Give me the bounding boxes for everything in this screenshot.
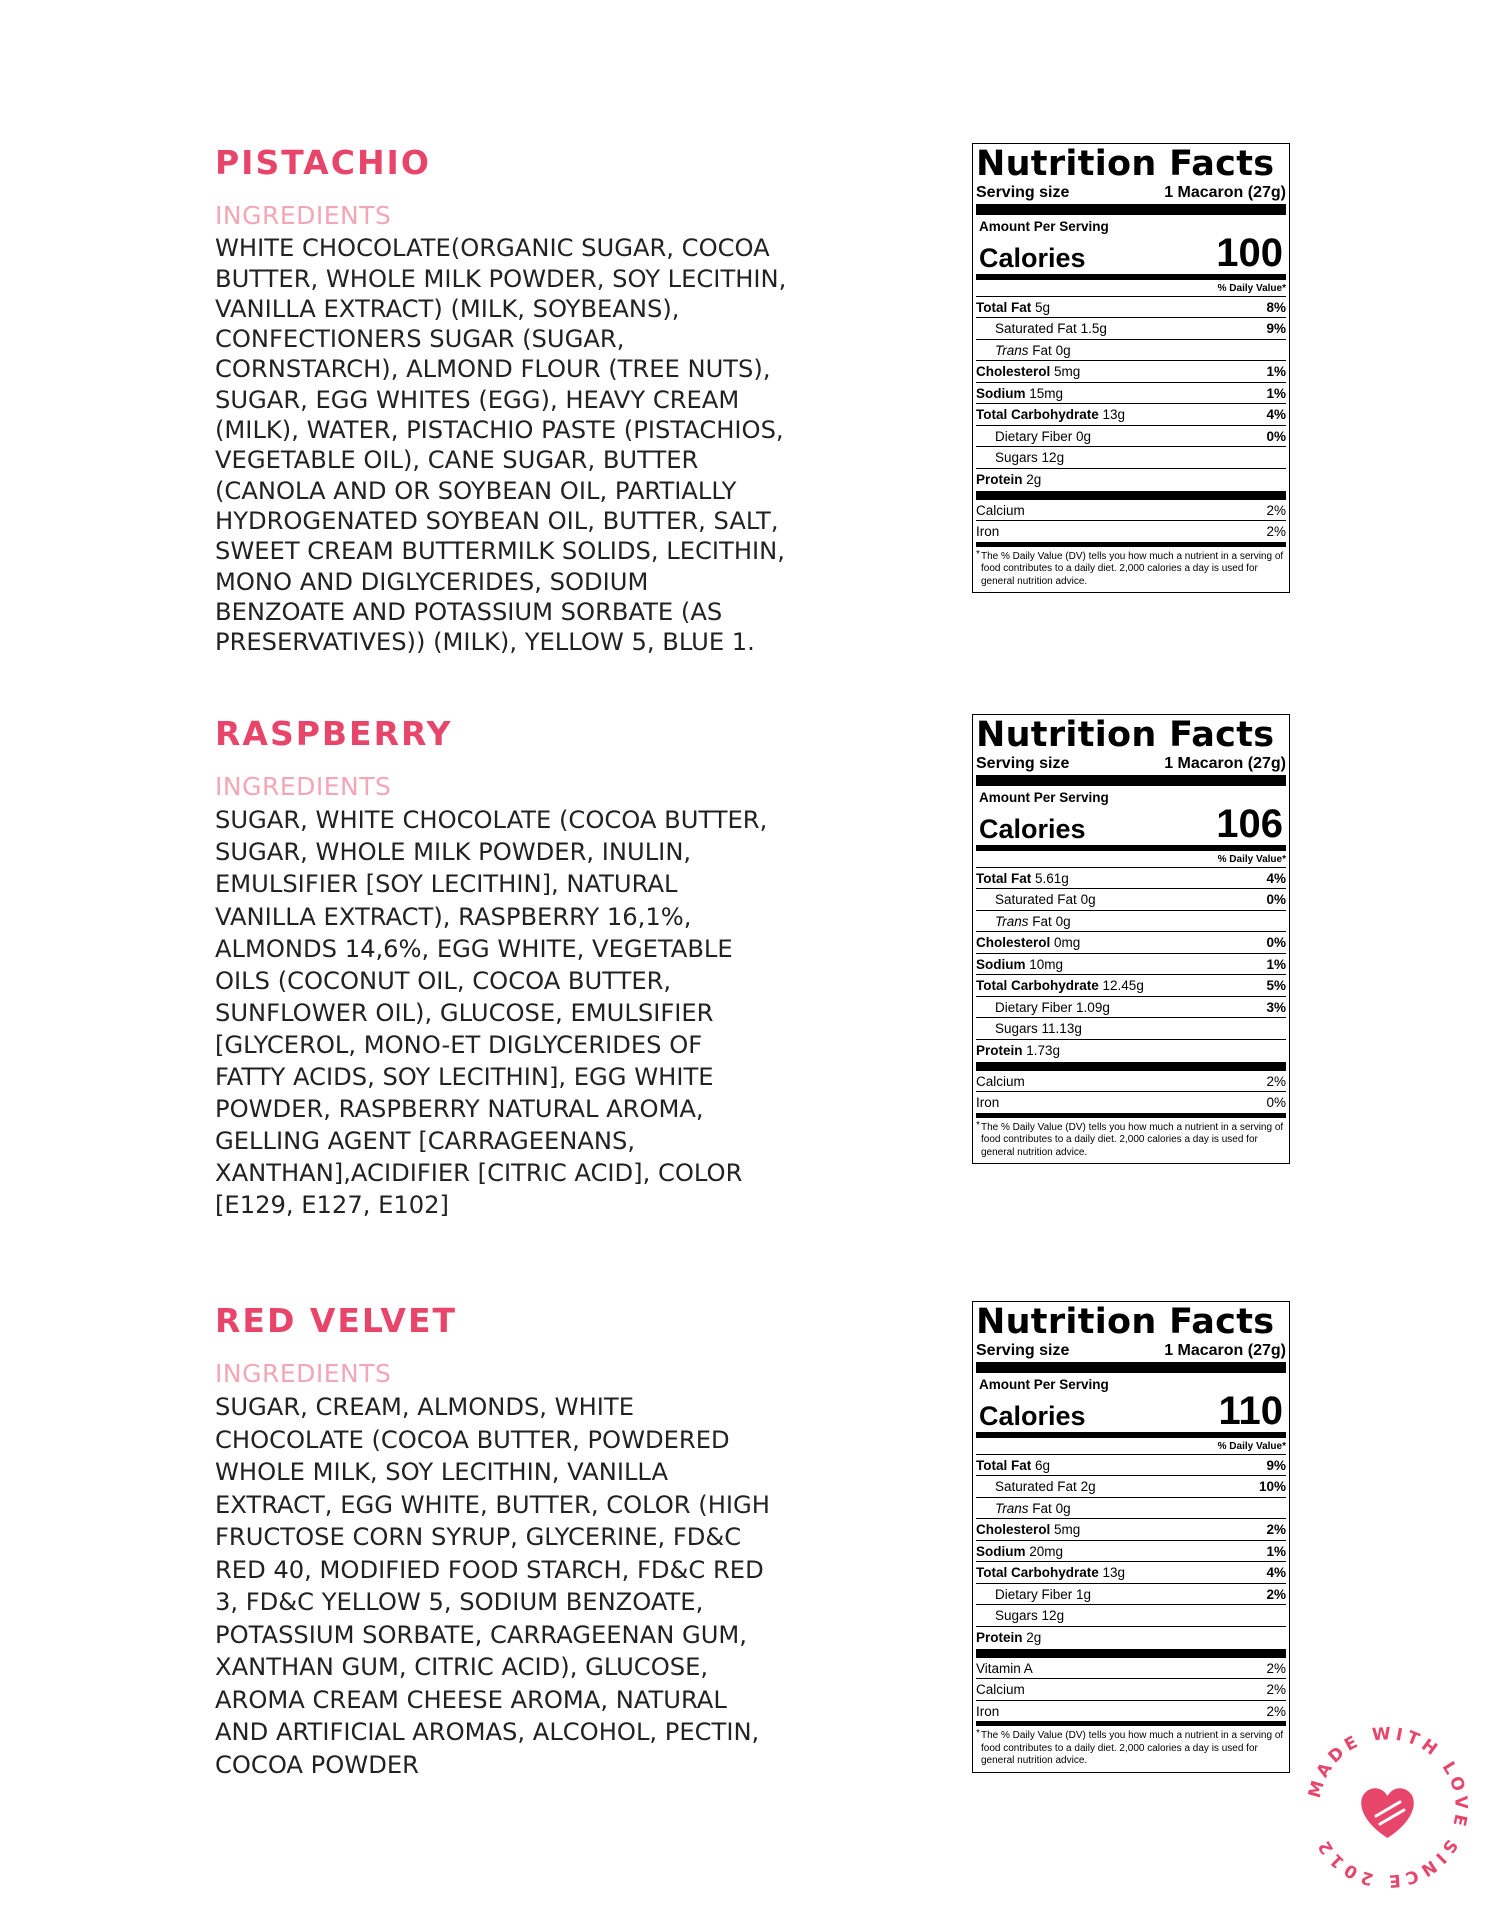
ingredients-line: PRESERVATIVES)) (MILK), YELLOW 5, BLUE 1. (215, 628, 755, 657)
nutrient-amount: 20mg (1029, 1543, 1064, 1559)
ingredients-line: MONO AND DIGLYCERIDES, SODIUM (215, 567, 649, 596)
nutrient-label: Trans (995, 342, 1029, 358)
nutrient-label: Protein (976, 1043, 1023, 1059)
nutrient-label-2: Fat (1032, 1500, 1052, 1516)
vitamin-row (976, 1658, 1286, 1680)
ingredients-line: WHITE CHOCOLATE(ORGANIC SUGAR, COCOA (215, 234, 770, 263)
nutrient-label: Dietary Fiber (995, 999, 1073, 1015)
footnote-star: * (976, 1728, 980, 1740)
ingredients-text (215, 804, 815, 1221)
ingredients-line: VANILLA EXTRACT), RASPBERRY 16,1%, (215, 902, 692, 931)
vitamin-name: Calcium (976, 1682, 1025, 1697)
nutrient-amount: 5.61g (1035, 870, 1069, 886)
ingredients-line: AROMA CREAM CHEESE AROMA, NATURAL (215, 1685, 727, 1714)
nutrient-pct: 4% (1266, 407, 1286, 422)
product-section-red-velvet (215, 1301, 815, 1781)
ingredients-line: SUGAR, WHITE CHOCOLATE (COCOA BUTTER, (215, 806, 768, 835)
daily-value-footnote (976, 1726, 1286, 1768)
trans-fat-row (976, 911, 1286, 933)
nutrient-label-2: Fat (1032, 913, 1052, 929)
nutrient-pct: 9% (1266, 1457, 1286, 1473)
calories-value: 106 (1216, 801, 1283, 846)
ingredients-line: CORNSTARCH), ALMOND FLOUR (TREE NUTS), (215, 355, 771, 384)
nutrient-pct: 3% (1266, 999, 1286, 1015)
nutrient-label: Total Fat (976, 1457, 1032, 1473)
dietary-fiber-row (976, 1584, 1286, 1606)
ingredients-line: BENZOATE AND POTASSIUM SORBATE (AS (215, 597, 723, 626)
vitamin-pct: 2% (1266, 524, 1286, 539)
nutrient-label: Sodium (976, 956, 1026, 972)
nutrient-pct: 2% (1266, 1586, 1286, 1602)
amount-per-serving: Amount Per Serving (979, 789, 1109, 805)
product-title: RASPBERRY (215, 714, 453, 753)
heart-icon (1361, 1788, 1414, 1838)
nutrient-pct: 4% (1266, 870, 1286, 886)
nutrient-amount: 15mg (1029, 385, 1064, 401)
nutrient-pct: 8% (1266, 299, 1286, 315)
nutrient-amount: 12g (1041, 1608, 1065, 1623)
protein-row (976, 469, 1286, 500)
vitamin-name: Vitamin A (976, 1660, 1033, 1676)
calories-row (976, 1388, 1286, 1438)
nutrient-label: Sodium (976, 385, 1026, 401)
nutrient-label: Total Fat (976, 299, 1032, 315)
made-with-love-stamp (1300, 1720, 1475, 1895)
nutrient-pct: 1% (1266, 956, 1286, 972)
nutrient-pct: 0% (1266, 892, 1286, 907)
cholesterol-row (976, 361, 1286, 383)
ingredients-line: EMULSIFIER [SOY LECITHIN], NATURAL (215, 870, 678, 899)
nutrition-facts-panel-red-velvet (972, 1301, 1290, 1773)
nutrient-label: Trans (995, 1500, 1029, 1516)
vitamin-row (976, 1679, 1286, 1701)
ingredients-line: XANTHAN],ACIDIFIER [CITRIC ACID], COLOR (215, 1159, 743, 1188)
ingredients-line: VANILLA EXTRACT) (MILK, SOYBEANS), (215, 294, 680, 323)
vitamin-name: Iron (976, 1703, 1000, 1719)
vitamin-pct: 2% (1266, 1073, 1286, 1089)
nutrient-pct: 0% (1266, 428, 1286, 444)
saturated-fat-row (976, 1476, 1286, 1498)
nutrient-pct: 1% (1266, 364, 1286, 379)
nutrition-title: Nutrition Facts (976, 1302, 1275, 1342)
serving-size-row (976, 754, 1286, 786)
trans-fat-row (976, 340, 1286, 362)
nutrient-pct: 1% (1266, 1543, 1286, 1559)
vitamin-pct: 2% (1266, 1660, 1286, 1676)
vitamin-name: Calcium (976, 502, 1025, 518)
ingredients-label: INGREDIENTS (215, 772, 392, 801)
nutrient-label: Protein (976, 472, 1023, 488)
total-fat-row (976, 1455, 1286, 1477)
sodium-row (976, 1541, 1286, 1563)
vitamin-pct: 2% (1266, 502, 1286, 518)
ingredients-line: SUNFLOWER OIL), GLUCOSE, EMULSIFIER (215, 998, 714, 1027)
product-title: RED VELVET (215, 1301, 457, 1340)
nutrient-label: Protein (976, 1630, 1023, 1646)
nutrient-pct: 0% (1266, 935, 1286, 950)
nutrient-amount: 1.73g (1026, 1043, 1061, 1059)
vitamin-pct: 0% (1266, 1095, 1286, 1110)
footnote-star: * (976, 548, 980, 560)
ingredients-line: POTASSIUM SORBATE, CARRAGEENAN GUM, (215, 1620, 747, 1649)
ingredients-line: SWEET CREAM BUTTERMILK SOLIDS, LECITHIN, (215, 537, 785, 566)
ingredients-line: ALMONDS 14,6%, EGG WHITE, VEGETABLE (215, 934, 733, 963)
nutrient-amount: 1.5g (1080, 321, 1107, 336)
product-section-raspberry (215, 714, 815, 1221)
nutrient-amount: 10mg (1029, 956, 1064, 972)
nutrient-label: Total Carbohydrate (976, 978, 1099, 993)
nutrient-label: Saturated Fat (995, 321, 1077, 336)
nutrient-label: Cholesterol (976, 935, 1051, 950)
daily-value-header: % Daily Value* (976, 280, 1286, 297)
ingredients-line: FATTY ACIDS, SOY LECITHIN], EGG WHITE (215, 1063, 714, 1091)
footnote-text: The % Daily Value (DV) tells you how much a nutrient in a serving of food contributes to a daily diet. 2,000 calories a day is used for general nutrition advice. (981, 1730, 1284, 1767)
serving-size-value: 1 Macaron (27g) (1164, 754, 1286, 772)
nutrient-label: Trans (995, 913, 1029, 929)
nutrient-amount: 0g (1055, 342, 1071, 358)
footnote-text: The % Daily Value (DV) tells you how much a nutrient in a serving of food contributes to a daily diet. 2,000 calories a day is used for general nutrition advice. (981, 1121, 1284, 1158)
vitamin-name: Iron (976, 524, 1000, 539)
nutrient-label: Dietary Fiber (995, 428, 1073, 444)
ingredients-label: INGREDIENTS (215, 201, 392, 230)
vitamin-pct: 2% (1266, 1703, 1286, 1719)
nutrient-label: Saturated Fat (995, 892, 1077, 907)
product-title: PISTACHIO (215, 143, 431, 182)
nutrient-label: Total Carbohydrate (976, 1565, 1099, 1580)
total-carbohydrate-row (976, 1562, 1286, 1584)
total-carbohydrate-row (976, 404, 1286, 426)
ingredients-line: [E129, E127, E102] (215, 1191, 449, 1220)
nutrient-label: Saturated Fat (995, 1479, 1077, 1494)
amount-per-serving: Amount Per Serving (979, 1376, 1109, 1392)
saturated-fat-row (976, 318, 1286, 340)
protein-row (976, 1627, 1286, 1658)
sodium-row (976, 954, 1286, 976)
ingredients-text (215, 233, 815, 657)
nutrient-amount: 1g (1076, 1586, 1092, 1602)
nutrient-label: Sodium (976, 1543, 1026, 1559)
calories-label: Calories (979, 242, 1086, 273)
cholesterol-row (976, 932, 1286, 954)
serving-size-row (976, 1341, 1286, 1373)
ingredients-line: (MILK), WATER, PISTACHIO PASTE (PISTACHIOS, (215, 416, 784, 445)
product-section-pistachio (215, 143, 815, 657)
serving-size-label: Serving size (976, 754, 1070, 772)
ingredients-line: SUGAR, EGG WHITES (EGG), HEAVY CREAM (215, 385, 740, 414)
nutrient-label: Sugars (995, 1021, 1038, 1036)
serving-size-row (976, 183, 1286, 215)
daily-value-header: % Daily Value* (976, 851, 1286, 868)
ingredients-line: FRUCTOSE CORN SYRUP, GLYCERINE, FD&C (215, 1523, 742, 1552)
vitamin-row (976, 1071, 1286, 1093)
ingredients-line: WHOLE MILK, SOY LECITHIN, VANILLA (215, 1458, 669, 1487)
vitamin-row (976, 500, 1286, 522)
ingredients-line: BUTTER, WHOLE MILK POWDER, SOY LECITHIN, (215, 264, 787, 293)
nutrient-pct: 10% (1258, 1479, 1286, 1494)
nutrient-label-2: Fat (1032, 342, 1052, 358)
nutrition-facts-panel-pistachio (972, 143, 1290, 593)
ingredients-line: SUGAR, WHOLE MILK POWDER, INULIN, (215, 838, 692, 867)
daily-value-footnote (976, 547, 1286, 589)
nutrient-amount: 1.09g (1076, 999, 1110, 1015)
daily-value-header: % Daily Value* (976, 1438, 1286, 1455)
nutrient-amount: 13g (1102, 407, 1126, 422)
ingredients-line: CONFECTIONERS SUGAR (SUGAR, (215, 325, 625, 354)
ingredients-line: XANTHAN GUM, CITRIC ACID), GLUCOSE, (215, 1653, 709, 1682)
dietary-fiber-row (976, 997, 1286, 1019)
nutrient-pct: 5% (1266, 978, 1286, 993)
vitamin-row (976, 1701, 1286, 1727)
nutrient-amount: 5mg (1054, 1522, 1081, 1537)
total-fat-row (976, 868, 1286, 890)
nutrient-amount: 12g (1041, 450, 1065, 465)
nutrient-amount: 2g (1026, 1630, 1042, 1646)
sugars-row (976, 1018, 1286, 1040)
nutrition-title: Nutrition Facts (976, 715, 1275, 755)
calories-value: 110 (1218, 1388, 1283, 1433)
ingredients-label: INGREDIENTS (215, 1359, 392, 1388)
vitamin-row (976, 521, 1286, 547)
daily-value-footnote (976, 1118, 1286, 1160)
sodium-row (976, 383, 1286, 405)
nutrient-label: Total Carbohydrate (976, 407, 1099, 422)
nutrition-facts-panel-raspberry (972, 714, 1290, 1164)
nutrient-pct: 9% (1266, 321, 1286, 336)
saturated-fat-row (976, 889, 1286, 911)
amount-per-serving: Amount Per Serving (979, 218, 1109, 234)
ingredients-line: CHOCOLATE (COCOA BUTTER, POWDERED (215, 1425, 730, 1454)
nutrient-amount: 6g (1035, 1457, 1051, 1473)
ingredients-line: GELLING AGENT [CARRAGEENANS, (215, 1127, 636, 1156)
serving-size-value: 1 Macaron (27g) (1164, 1341, 1286, 1359)
nutrient-amount: 0g (1076, 428, 1092, 444)
nutrient-amount: 0mg (1054, 935, 1081, 950)
nutrient-label: Sugars (995, 450, 1038, 465)
nutrient-amount: 5g (1035, 299, 1051, 315)
ingredients-text (215, 1391, 815, 1781)
nutrient-amount: 12.45g (1102, 978, 1144, 993)
ingredients-line: 3, FD&C YELLOW 5, SODIUM BENZOATE, (215, 1588, 704, 1617)
calories-value: 100 (1216, 230, 1283, 275)
ingredients-line: COCOA POWDER (215, 1750, 419, 1779)
dietary-fiber-row (976, 426, 1286, 448)
nutrient-pct: 2% (1266, 1522, 1286, 1537)
vitamin-row (976, 1092, 1286, 1118)
vitamin-name: Iron (976, 1095, 1000, 1110)
ingredients-line: OILS (COCONUT OIL, COCOA BUTTER, (215, 966, 672, 995)
calories-label: Calories (979, 813, 1086, 844)
sugars-row (976, 1605, 1286, 1627)
nutrient-amount: 11.13g (1041, 1021, 1082, 1036)
nutrient-amount: 2g (1026, 472, 1042, 488)
ingredients-line: AND ARTIFICIAL AROMAS, ALCOHOL, PECTIN, (215, 1718, 760, 1747)
calories-row (976, 230, 1286, 280)
total-fat-row (976, 297, 1286, 319)
serving-size-label: Serving size (976, 1341, 1070, 1359)
nutrition-title: Nutrition Facts (976, 144, 1275, 184)
ingredients-line: (CANOLA AND OR SOYBEAN OIL, PARTIALLY (215, 476, 737, 505)
nutrient-amount: 2g (1080, 1479, 1096, 1494)
nutrient-pct: 4% (1266, 1565, 1286, 1580)
nutrient-amount: 0g (1080, 892, 1096, 907)
stamp-text-path: MADE WITH LOVE SINCE 2012 (1304, 1723, 1471, 1891)
nutrient-amount: 13g (1102, 1565, 1126, 1580)
ingredients-line: [GLYCEROL, MONO-ET DIGLYCERIDES OF (215, 1030, 703, 1059)
calories-label: Calories (979, 1400, 1086, 1431)
nutrient-pct: 1% (1266, 385, 1286, 401)
calories-row (976, 801, 1286, 851)
serving-size-value: 1 Macaron (27g) (1164, 183, 1286, 201)
vitamin-name: Calcium (976, 1073, 1025, 1089)
trans-fat-row (976, 1498, 1286, 1520)
ingredients-line: SUGAR, CREAM, ALMONDS, WHITE (215, 1393, 634, 1422)
total-carbohydrate-row (976, 975, 1286, 997)
nutrient-amount: 5mg (1054, 364, 1081, 379)
serving-size-label: Serving size (976, 183, 1070, 201)
footnote-text: The % Daily Value (DV) tells you how much a nutrient in a serving of food contributes to a daily diet. 2,000 calories a day is used for general nutrition advice. (981, 550, 1284, 587)
ingredients-line: HYDROGENATED SOYBEAN OIL, BUTTER, SALT, (215, 506, 779, 535)
nutrient-label: Cholesterol (976, 364, 1051, 379)
protein-row (976, 1040, 1286, 1071)
cholesterol-row (976, 1519, 1286, 1541)
sugars-row (976, 447, 1286, 469)
ingredients-line: EXTRACT, EGG WHITE, BUTTER, COLOR (HIGH (215, 1490, 770, 1519)
ingredients-line: POWDER, RASPBERRY NATURAL AROMA, (215, 1095, 704, 1124)
nutrient-label: Dietary Fiber (995, 1586, 1073, 1602)
nutrient-amount: 0g (1055, 913, 1071, 929)
nutrient-label: Cholesterol (976, 1522, 1051, 1537)
nutrient-label: Sugars (995, 1608, 1038, 1623)
vitamin-pct: 2% (1266, 1682, 1286, 1697)
nutrient-label: Total Fat (976, 870, 1032, 886)
nutrient-amount: 0g (1055, 1500, 1071, 1516)
ingredients-line: RED 40, MODIFIED FOOD STARCH, FD&C RED (215, 1555, 764, 1584)
footnote-star: * (976, 1119, 980, 1131)
ingredients-line: VEGETABLE OIL), CANE SUGAR, BUTTER (215, 446, 699, 475)
